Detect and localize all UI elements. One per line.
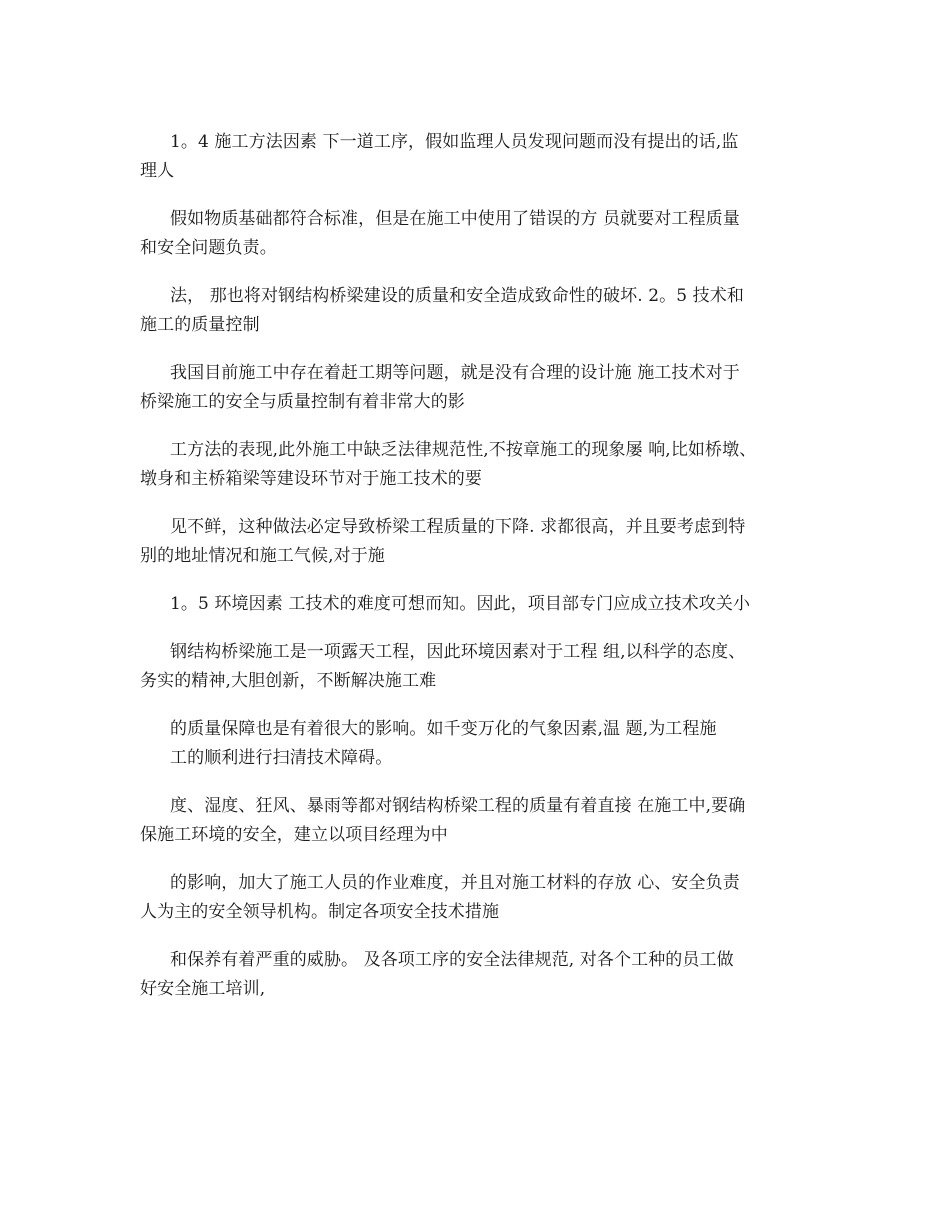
text-line: 1。4 施工方法因素 下一道工序，假如监理人员发现问题而没有提出的话,监 [170,132,739,152]
text-line: 假如物质基础都符合标准，但是在施工中使用了错误的方 员就要对工程质量 [170,209,740,229]
text-line: 施工的质量控制 [140,315,260,335]
text-line: 钢结构桥梁施工是一项露天工程，因此环境因素对于工程 组,以科学的态度、 [170,642,746,662]
text-line: 务实的精神,大胆创新，不断解决施工难 [140,671,437,691]
text-line: 的质量保障也是有着很大的影响。如千变万化的气象因素,温 题,为工程施 [170,719,717,739]
text-line: 墩身和主桥箱梁等建设环节对于施工技术的要 [140,469,482,489]
text-line: 工方法的表现,此外施工中缺乏法律规范性,不按章施工的现象屡 响,比如桥墩、 [170,440,757,460]
text-line: 桥梁施工的安全与质量控制有着非常大的影 [140,392,465,412]
text-line: 我国目前施工中存在着赶工期等问题，就是没有合理的设计施 施工技术对于 [170,363,740,383]
text-line: 的影响，加大了施工人员的作业难度，并且对施工材料的存放 心、安全负责 [170,873,740,893]
text-line: 保施工环境的安全，建立以项目经理为中 [140,825,448,845]
text-line: 别的地址情况和施工气候,对于施 [140,546,385,566]
text-line: 1。5 环境因素 工技术的难度可想而知。因此，项目部专门应成立技术攻关小 [170,594,751,614]
text-line: 和安全问题负责。 [140,238,277,258]
text-line: 工的顺利进行扫清技术障碍。 [170,748,393,768]
text-line: 度、湿度、狂风、暴雨等都对钢结构桥梁工程的质量有着直接 在施工中,要确 [170,796,746,816]
document-body [140,128,830,1004]
text-line: 和保养有着严重的威胁。 及各项工序的安全法律规范, 对各个工种的员工做 [170,950,734,970]
text-line: 见不鲜，这种做法必定导致桥梁工程质量的下降. 求都很高，并且要考虑到特 [170,517,746,537]
text-line: 人为主的安全领导机构。制定各项安全技术措施 [140,902,500,922]
text-line: 法， 那也将对钢结构桥梁建设的质量和安全造成致命性的破坏. 2。5 技术和 [170,286,744,306]
text-line: 理人 [140,161,175,181]
text-line: 好安全施工培训, [140,979,266,999]
